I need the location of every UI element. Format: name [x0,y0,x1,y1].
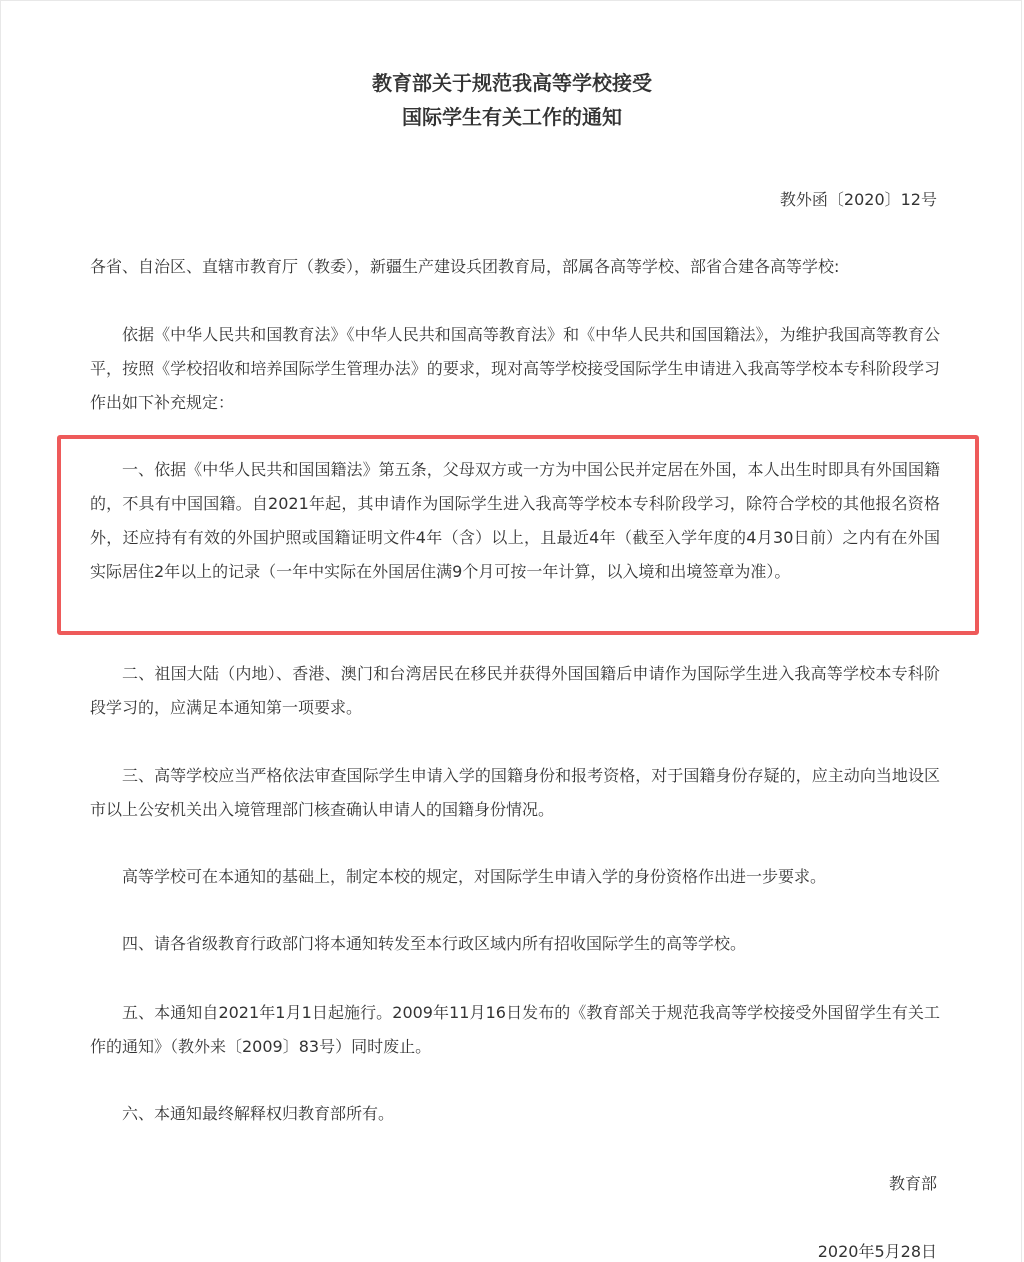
clause-six-paragraph: 六、本通知最终解释权归教育部所有。 [122,1104,395,1123]
clause-four-paragraph: 四、请各省级教育行政部门将本通知转发至本行政区域内所有招收国际学生的高等学校。 [122,934,747,953]
clause-two-paragraph: 二、祖国大陆（内地）、香港、澳门和台湾居民在移民并获得外国国籍后申请作为国际学生进入我高等学校本专科阶段学习的，应满足本通知第一项要求。 [90,664,940,717]
addressee-paragraph: 各省、自治区、直辖市教育厅（教委），新疆生产建设兵团教育局，部属各高等学校、部省合建各高等学校: [90,257,840,276]
supplementary-paragraph: 高等学校可在本通知的基础上，制定本校的规定，对国际学生申请入学的身份资格作出进一步要求。 [122,867,827,886]
intro-paragraph: 依据《中华人民共和国教育法》《中华人民共和国高等教育法》和《中华人民共和国国籍法》，为维护我国高等教育公平，按照《学校招收和培养国际学生管理办法》的要求，现对高等学校接受国际学生申请进入我高等学校本专科阶段学习作出如下补充规定： [90,325,940,412]
document-title-line-1: 教育部关于规范我高等学校接受 [372,71,652,95]
clause-five-paragraph: 五、本通知自2021年1月1日起施行。2009年11月16日发布的《教育部关于规范我高等学校接受外国留学生有关工作的通知》（教外来〔2009〕83号）同时废止。 [90,1003,940,1056]
signature-date: 2020年5月28日 [817,1242,937,1261]
clause-one-paragraph: 一、依据《中华人民共和国国籍法》第五条，父母双方或一方为中国公民并定居在外国，本人出生时即具有外国国籍的，不具有中国国籍。自2021年起，其申请作为国际学生进入我高等学校本专科阶段学习，除符合学校的其他报名资格外，还应持有有效的外国护照或国籍证明文件4年（含）以上，且最近4年（截至入学年度的4月30日前）之内有在外国实际居住2年以上的记录（一年中实际在外国居住满9个月可按一年计算，以入境和出境签章为准）。 [90,460,940,581]
signature-organization: 教育部 [888,1174,937,1193]
clause-three-paragraph: 三、高等学校应当严格依法审查国际学生申请入学的国籍身份和报考资格，对于国籍身份存疑的，应主动向当地设区市以上公安机关出入境管理部门核查确认申请人的国籍身份情况。 [90,766,940,819]
document-title-line-2: 国际学生有关工作的通知 [402,105,622,129]
document-number: 教外函〔2020〕12号 [779,190,937,209]
